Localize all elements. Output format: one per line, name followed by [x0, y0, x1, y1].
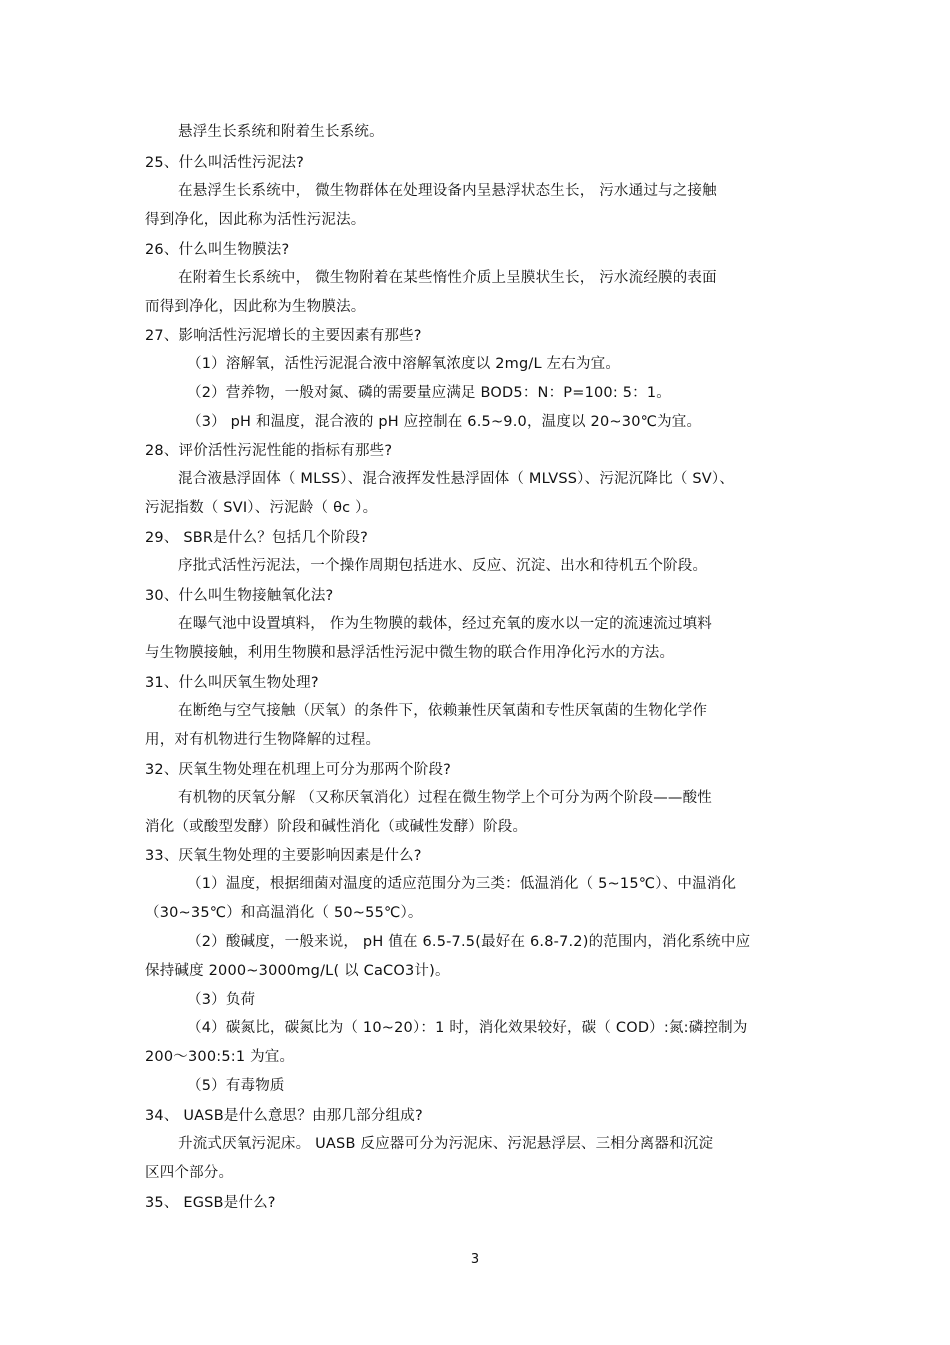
answer-text: 与生物膜接触，利用生物膜和悬浮活性污泥中微生物的联合作用净化污水的方法。: [145, 645, 675, 661]
question-29: 29、 SBR是什么？包括几个阶段?: [145, 530, 369, 546]
answer-text: 混合液悬浮固体（ MLSS）、混合液挥发性悬浮固体（ MLVSS）、污泥沉降比（ SV）、: [178, 471, 735, 487]
answer-text: 在悬浮生长系统中， 微生物群体在处理设备内呈悬浮状态生长， 污水通过与之接触: [178, 183, 717, 199]
answer-text: 200～300:5:1 为宜。: [145, 1049, 295, 1065]
answer-text: 用，对有机物进行生物降解的过程。: [145, 732, 381, 748]
answer-text: 而得到净化，因此称为生物膜法。: [145, 299, 366, 315]
answer-item: （1）温度，根据细菌对温度的适应范围分为三类：低温消化（ 5~15℃）、中温消化: [187, 876, 737, 892]
answer-text: 有机物的厌氧分解 （又称厌氧消化）过程在微生物学上个可分为两个阶段——酸性: [178, 790, 713, 806]
question-32: 32、厌氧生物处理在机理上可分为那两个阶段?: [145, 762, 452, 778]
answer-text: （30~35℃）和高温消化（ 50~55℃）。: [145, 905, 423, 921]
answer-text: 悬浮生长系统和附着生长系统。: [178, 124, 384, 140]
question-26: 26、什么叫生物膜法?: [145, 242, 290, 258]
answer-item: （5）有毒物质: [187, 1078, 285, 1094]
page-number: 3: [470, 1252, 480, 1267]
answer-text: 保持碱度 2000~3000mg/L( 以 CaCO3计)。: [145, 963, 450, 979]
answer-text: 区四个部分。: [145, 1165, 234, 1181]
question-27: 27、影响活性污泥增长的主要因素有那些?: [145, 328, 422, 344]
answer-item: （2）酸碱度，一般来说， pH 值在 6.5-7.5(最好在 6.8-7.2)的范围内，消化系统中应: [187, 934, 751, 950]
answer-text: 消化（或酸型发酵）阶段和碱性消化（或碱性发酵）阶段。: [145, 819, 528, 835]
question-25: 25、什么叫活性污泥法?: [145, 155, 305, 171]
question-33: 33、厌氧生物处理的主要影响因素是什么?: [145, 848, 422, 864]
question-34: 34、 UASB是什么意思？由那几部分组成?: [145, 1108, 423, 1124]
answer-item: （2）营养物，一般对氮、磷的需要量应满足 BOD5：N：P=100: 5：1。: [187, 385, 671, 401]
answer-text: 在断绝与空气接触（厌氧）的条件下，依赖兼性厌氧菌和专性厌氧菌的生物化学作: [178, 703, 708, 719]
answer-item: （3）负荷: [187, 992, 256, 1008]
question-31: 31、什么叫厌氧生物处理?: [145, 675, 319, 691]
answer-text: 序批式活性污泥法，一个操作周期包括进水、反应、沉淀、出水和待机五个阶段。: [178, 558, 708, 574]
answer-item: （3） pH 和温度，混合液的 pH 应控制在 6.5~9.0，温度以 20~30℃为宜。: [187, 414, 702, 430]
answer-item: （4）碳氮比，碳氮比为（ 10~20）：1 时，消化效果较好，碳（ COD）:氮:磷控制为: [187, 1020, 748, 1036]
answer-text: 在附着生长系统中， 微生物附着在某些惰性介质上呈膜状生长， 污水流经膜的表面: [178, 270, 717, 286]
answer-text: 污泥指数（ SVI）、污泥龄（ θc ）。: [145, 500, 378, 516]
answer-item: （1）溶解氧，活性污泥混合液中溶解氧浓度以 2mg/L 左右为宜。: [187, 356, 621, 372]
question-28: 28、评价活性污泥性能的指标有那些?: [145, 443, 393, 459]
answer-text: 升流式厌氧污泥床。 UASB 反应器可分为污泥床、污泥悬浮层、三相分离器和沉淀: [178, 1136, 714, 1152]
question-30: 30、什么叫生物接触氧化法?: [145, 588, 334, 604]
answer-text: 得到净化，因此称为活性污泥法。: [145, 212, 366, 228]
question-35: 35、 EGSB是什么?: [145, 1195, 276, 1211]
answer-text: 在曝气池中设置填料， 作为生物膜的载体，经过充氧的废水以一定的流速流过填料: [178, 616, 713, 632]
